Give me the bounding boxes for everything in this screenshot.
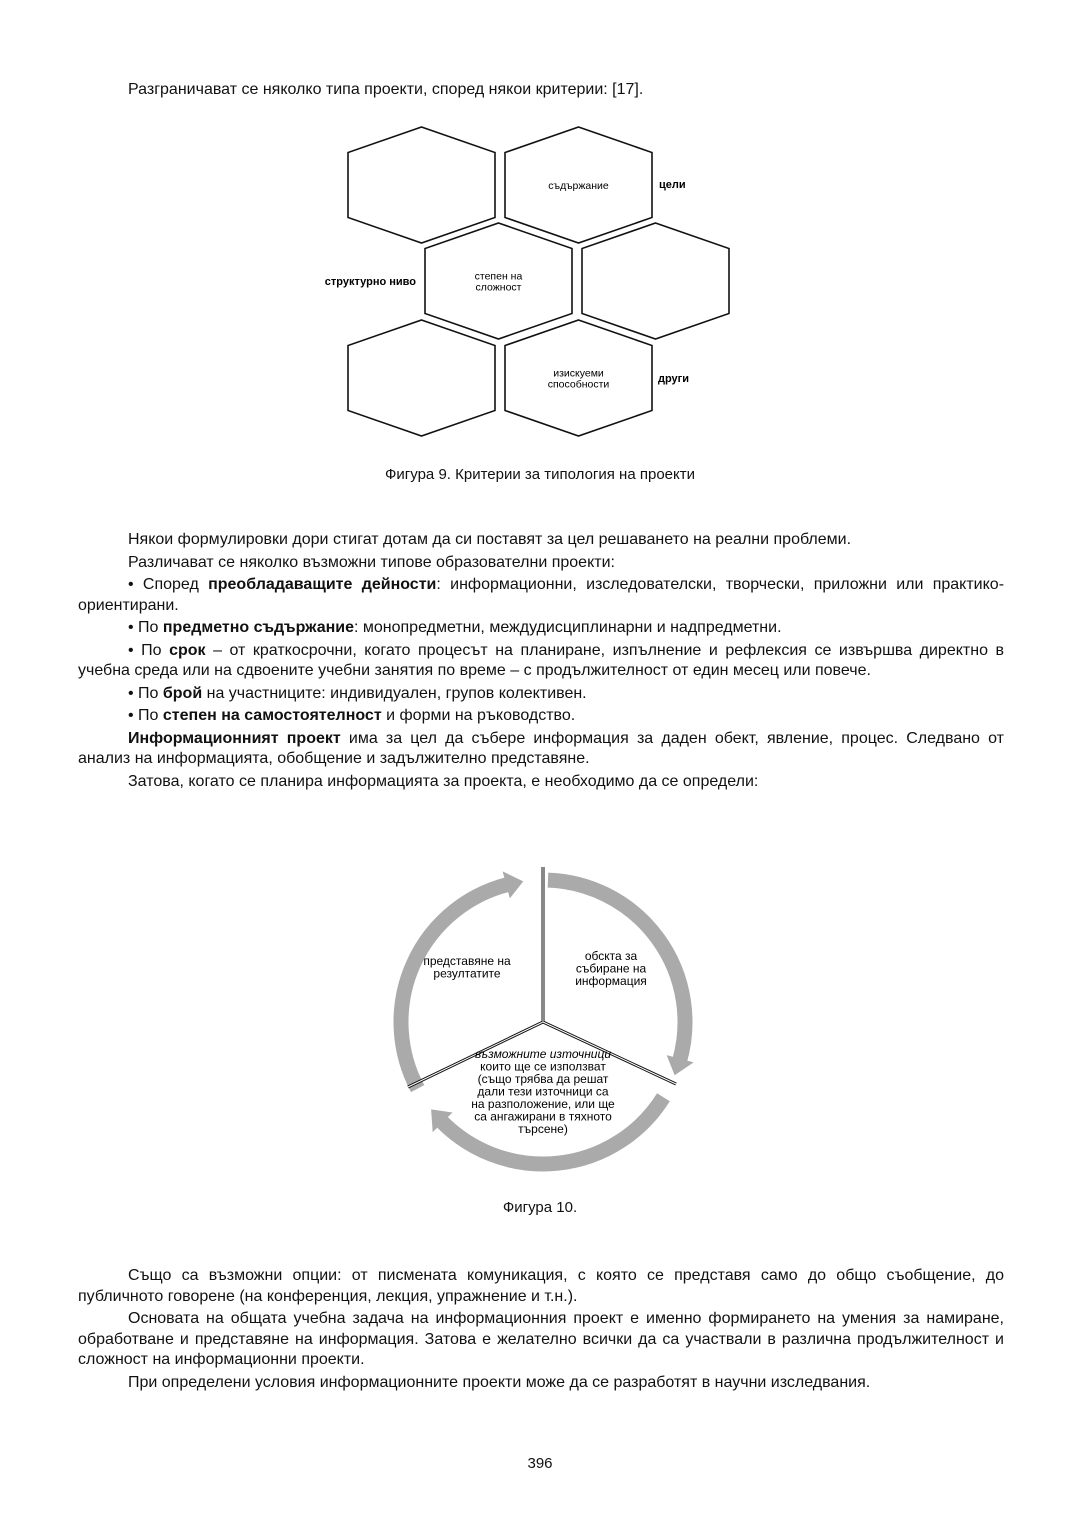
- hexagon: [348, 320, 495, 436]
- bold-term: степен на самостоятелност: [162, 707, 382, 724]
- bold-term: срок: [169, 641, 206, 659]
- text-run: Също са възможни опции: от писмената комуникация, с която се представя само до общо съобщение, до публичното говорене (на конференция, лекция, упражнение и т.н.).: [78, 1267, 1004, 1305]
- bold-term: преобладаващите дейности: [208, 576, 437, 593]
- hexagon-label: способности: [547, 378, 610, 391]
- figure-9-hexagons: [0, 0, 1080, 460]
- cycle-segment-label: възможните източници: [474, 1047, 612, 1061]
- hexagon-label: сложност: [475, 281, 522, 294]
- bold-term: Информационният проект: [128, 729, 341, 747]
- text-run: и форми на ръководство.: [381, 707, 576, 724]
- bold-term: предметно съдържание: [162, 619, 354, 636]
- cycle-segment-label: (също трябва да решат: [477, 1072, 609, 1086]
- paragraph: [78, 772, 1004, 793]
- text-run: : монопредметни, междудисциплинарни и надпредметни.: [353, 619, 782, 636]
- paragraph: [78, 684, 1004, 705]
- cycle-segment-label: представяне на: [423, 954, 511, 968]
- paragraph: [78, 575, 1004, 616]
- label-structural-level: структурно ниво: [324, 276, 416, 288]
- cycle-segment-label: на разположение, или ще: [471, 1097, 615, 1111]
- page-number: 396: [527, 1455, 553, 1472]
- figure-9-caption: Фигура 9. Критерии за типология на проекти: [385, 466, 695, 483]
- paragraph: [78, 1373, 1004, 1394]
- figure-10-cycle: [0, 840, 1080, 1185]
- cycle-segment-label: дали тези източници са: [477, 1084, 609, 1099]
- cycle-segment-label: събиране на: [575, 961, 647, 976]
- hexagon-label: степен на: [474, 270, 523, 283]
- text-run: • По: [128, 707, 163, 724]
- text-run: има за цел да събере информация за даден обект, явление, процес. Следвано от анализ на информацията, обобщение и задължително представяне.: [78, 729, 1004, 767]
- label-other: други: [658, 373, 690, 385]
- text-run: Затова, когато се планира информацията за проекта, е необходимо да се определи:: [128, 772, 759, 790]
- paragraph: [78, 530, 1004, 551]
- text-run: Различават се няколко възможни типове образователни проекти:: [128, 553, 615, 571]
- text-run: Някои формулировки дори стигат дотам да си поставят за цел решаването на реални проблеми.: [128, 531, 852, 548]
- cycle-segment-label: са ангажирани в тяхното: [474, 1109, 612, 1124]
- paragraph: [78, 729, 1004, 770]
- text-run: на участниците: индивидуален, групов колективен.: [202, 684, 587, 702]
- hexagon: [582, 223, 729, 339]
- intro-paragraph: Разграничават се няколко типа проекти, според някои критерии: [17].: [128, 81, 644, 98]
- cycle-segment-label: търсене): [518, 1122, 568, 1136]
- cycle-segment-label: информация: [575, 974, 647, 988]
- text-run: При определени условия информационните проекти може да се разработят в научни изследвания.: [128, 1373, 871, 1391]
- text-run: : информационни, изследователски, творчески, приложни или практико-ориентирани.: [78, 576, 1005, 614]
- text-run: Основата на общата учебна задача на информационния проект е именно формирането на умения за намиране, обработване и представяне на информация. Затова е желателно всички да са участвали в различна продължителност и сложност на информационни проекти.: [78, 1310, 1004, 1368]
- text-run: • По: [128, 684, 163, 702]
- label-goals: цели: [659, 179, 686, 191]
- paragraph: [78, 706, 1004, 727]
- bold-term: брой: [162, 684, 203, 702]
- cycle-segment-label: които ще се използват: [480, 1059, 606, 1074]
- text-run: – от краткосрочни, когато процесът на планиране, изпълнение и рефлексия се извършва директно в учебна среда или на сдвоените учебни занятия по време – с продължителност от един месец или повече.: [78, 641, 1005, 679]
- cycle-segment-label: резултатите: [433, 966, 501, 981]
- hexagon-label: изискуеми: [553, 367, 604, 380]
- text-run: • По: [128, 641, 170, 659]
- paragraph: [78, 641, 1004, 682]
- hexagon-label: съдържание: [548, 180, 609, 192]
- paragraph: [78, 553, 1004, 574]
- hexagon: [348, 127, 495, 243]
- text-run: • Според: [128, 576, 209, 593]
- figure-10-caption: Фигура 10.: [502, 1199, 578, 1216]
- cycle-segment-label: обскта за: [584, 949, 638, 963]
- body-text-2: [78, 1266, 1004, 1395]
- paragraph: [78, 618, 1004, 639]
- paragraph: [78, 1266, 1004, 1307]
- paragraph: [78, 1309, 1004, 1371]
- body-text-1: [78, 530, 1004, 794]
- text-run: • По: [128, 619, 163, 636]
